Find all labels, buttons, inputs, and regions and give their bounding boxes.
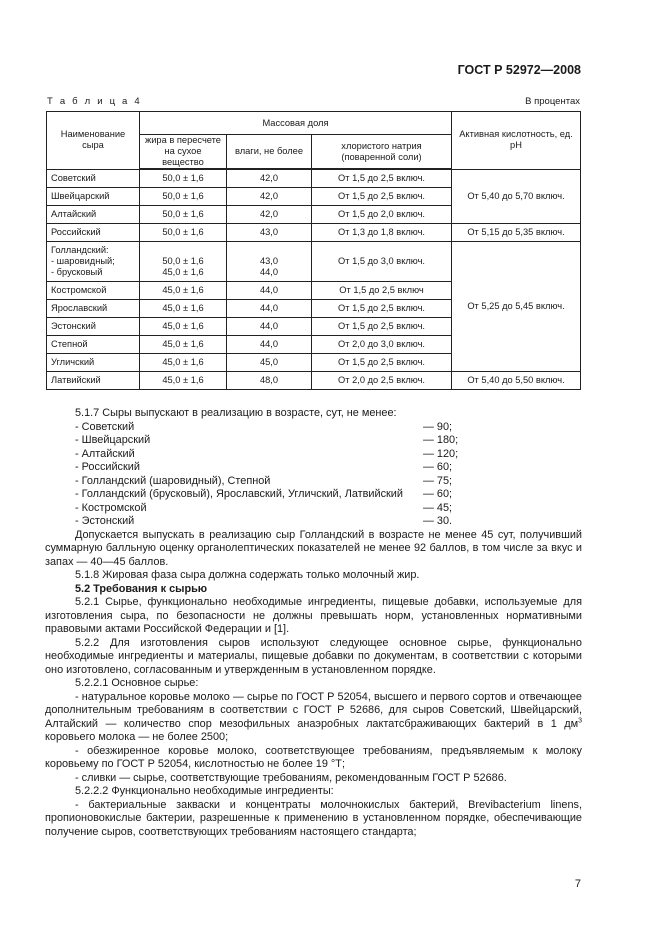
moist-value: 44,0 — [259, 267, 279, 277]
cell-name: Костромской — [47, 282, 140, 300]
fat-value: 50,0 ± 1,6 — [162, 256, 204, 266]
col-ph-header: Активная кислотность, ед. pH — [452, 112, 581, 170]
cell-salt: От 1,5 до 2,0 включ. — [312, 206, 452, 224]
cell-salt: От 1,5 до 3,0 включ. — [312, 242, 452, 282]
page-number: 7 — [574, 878, 581, 890]
document-header: ГОСТ Р 52972—2008 — [457, 63, 581, 77]
cell-moist: 48,0 — [227, 372, 312, 390]
table-row — [47, 224, 581, 242]
cell-moist: 42,0 — [227, 169, 312, 188]
cell-fat: 50,0 ± 1,6 — [140, 206, 227, 224]
cell-salt: От 1,5 до 2,5 включ. — [312, 300, 452, 318]
age-item: - Костромской — 45; — [75, 501, 453, 514]
cell-fat: 50,0 ± 1,6 — [140, 169, 227, 188]
cell-fat — [140, 242, 227, 282]
age-item: - Алтайский — 120; — [75, 447, 459, 460]
cell-ph: От 5,25 до 5,45 включ. — [452, 242, 581, 372]
age-item: - Швейцарский — 180; — [75, 434, 459, 446]
cell-name — [47, 242, 140, 282]
cell-salt: От 1,5 до 2,5 включ. — [312, 169, 452, 188]
cell-name: Алтайский — [47, 206, 140, 224]
cell-ph: От 5,40 до 5,50 включ. — [452, 372, 581, 390]
name-main: Голландский: — [51, 245, 109, 255]
cell-fat: 45,0 ± 1,6 — [140, 282, 227, 300]
group-header: Массовая доля — [140, 112, 452, 135]
table-caption: Т а б л и ц а 4 — [47, 96, 142, 107]
cell-moist: 45,0 — [227, 354, 312, 372]
cell-fat: 45,0 ± 1,6 — [140, 300, 227, 318]
cell-fat: 45,0 ± 1,6 — [140, 318, 227, 336]
cell-name: Эстонский — [47, 318, 140, 336]
cell-fat: 50,0 ± 1,6 — [140, 188, 227, 206]
cell-ph: От 5,40 до 5,70 включ. — [452, 169, 581, 224]
name-sub: - брусковый — [51, 267, 103, 277]
col-fat-header: жира в пересчете на сухое вещество — [140, 135, 227, 170]
col-name-header: Наименование сыра — [47, 112, 140, 170]
cell-moist — [227, 242, 312, 282]
cell-fat: 45,0 ± 1,6 — [140, 372, 227, 390]
cell-salt: От 1,5 до 2,5 включ. — [312, 354, 452, 372]
cell-salt: От 1,5 до 2,5 включ. — [312, 188, 452, 206]
cell-moist: 43,0 — [227, 224, 312, 242]
clause-5-1-7: 5.1.7 Сыры выпускают в реализацию в возрасте, сут, не менее: — [75, 407, 397, 419]
clause-5-2-2-2: 5.2.2.2 Функционально необходимые ингредиенты: — [75, 785, 334, 797]
clause-5-2-2: 5.2.2 Для изготовления сыров используют следующее основное сырье, функционально необходимые ингредиенты и материалы, пищевые добавки по документам, в соответствии с которыми оно изготовлено, согласованным и утвержденным в установленном порядке. — [45, 636, 582, 676]
cell-salt: От 1,3 до 1,8 включ. — [312, 224, 452, 242]
cell-fat: 50,0 ± 1,6 — [140, 224, 227, 242]
clause-5-2-2-1: 5.2.2.1 Основное сырье: — [75, 677, 199, 689]
clause-5-1-8: 5.1.8 Жировая фаза сыра должна содержать только молочный жир. — [75, 569, 420, 581]
cell-moist: 42,0 — [227, 206, 312, 224]
age-item: - Российский — 60; — [75, 461, 453, 473]
col-salt-header: хлористого натрия (поваренной соли) — [312, 135, 452, 170]
cell-moist: 44,0 — [227, 318, 312, 336]
cell-ph: От 5,15 до 5,35 включ. — [452, 224, 581, 242]
table-row — [47, 242, 581, 282]
cell-name: Степной — [47, 336, 140, 354]
cell-salt: От 1,5 до 2,5 включ. — [312, 318, 452, 336]
skim-milk-item: - обезжиренное коровье молоко, соответствующее требованиям, предъявляемым к молоку коровьему по ГОСТ Р 52054, кислотностью не более 19 °Т; — [45, 744, 582, 770]
cell-fat: 45,0 ± 1,6 — [140, 336, 227, 354]
cell-fat: 45,0 ± 1,6 — [140, 354, 227, 372]
milk-item: - натуральное коровье молоко — сырье по ГОСТ Р 52054, высшего и первого сортов и отвечающее дополнительным требованиям в соответствии с ГОСТ Р 52686, для сыров Советский, Швейцарский, Алтайский — количество спор мезофильных анаэробных лактатсбраживающих бактерий в 1 $дм^3$ коровьего молока — не более 2500; — [45, 690, 582, 743]
cell-name: Латвийский — [47, 372, 140, 390]
section-5-2-heading: 5.2 Требования к сырью — [75, 582, 208, 595]
cell-name: Советский — [47, 169, 140, 188]
cell-salt: От 1,5 до 2,5 включ — [312, 282, 452, 300]
age-item: - Голландский (шаровидный), Степной — 75; — [75, 474, 453, 487]
age-item: - Эстонский — 30. — [75, 515, 453, 527]
cell-moist: 44,0 — [227, 300, 312, 318]
table-row — [47, 169, 581, 188]
cream-item: - сливки — сырье, соответствующие требованиям, рекомендованным ГОСТ Р 52686. — [75, 771, 507, 784]
cell-moist: 42,0 — [227, 188, 312, 206]
cell-name: Угличский — [47, 354, 140, 372]
fat-value: 45,0 ± 1,6 — [162, 267, 204, 277]
table-row — [47, 372, 581, 390]
cell-name: Швейцарский — [47, 188, 140, 206]
cell-salt: От 2,0 до 3,0 включ. — [312, 336, 452, 354]
cell-name: Российский — [47, 224, 140, 242]
document-body — [45, 407, 582, 839]
cell-name: Ярославский — [47, 300, 140, 318]
moist-value: 43,0 — [259, 256, 279, 266]
cell-salt: От 2,0 до 2,5 включ. — [312, 372, 452, 390]
age-item: - Голландский (брусковый), Ярославский, Угличский, Латвийский — 60; — [75, 488, 453, 500]
cheese-table — [46, 111, 581, 390]
cell-moist: 44,0 — [227, 336, 312, 354]
bacteria-item: - бактериальные закваски и концентраты молочнокислых бактерий, Brevibacterium linens, пропионовокислые бактерии, разрешенные к применению в установленном порядке, обеспечивающие получение сыров, соответствующих требованиям настоящего стандарта; — [45, 798, 582, 838]
cell-moist: 44,0 — [227, 282, 312, 300]
table-unit: В процентах — [525, 96, 580, 107]
age-item: - Советский — 90; — [75, 420, 453, 433]
name-sub: - шаровидный; — [51, 256, 115, 266]
clause-5-2-1: 5.2.1 Сырье, функционально необходимые ингредиенты, пищевые добавки, используемые для изготовления сыра, по безопасности не должны превышать норм, установленных нормативными правовыми актами Российской Федерации и [1]. — [45, 596, 582, 635]
age-note: Допускается выпускать в реализацию сыр Голландский в возрасте не менее 45 сут, получивший суммарную балльную оценку органолептических показателей не менее 92 баллов, в том числе за вкус и запах — 40—45 баллов. — [45, 528, 582, 568]
col-moist-header: влаги, не более — [227, 135, 312, 170]
